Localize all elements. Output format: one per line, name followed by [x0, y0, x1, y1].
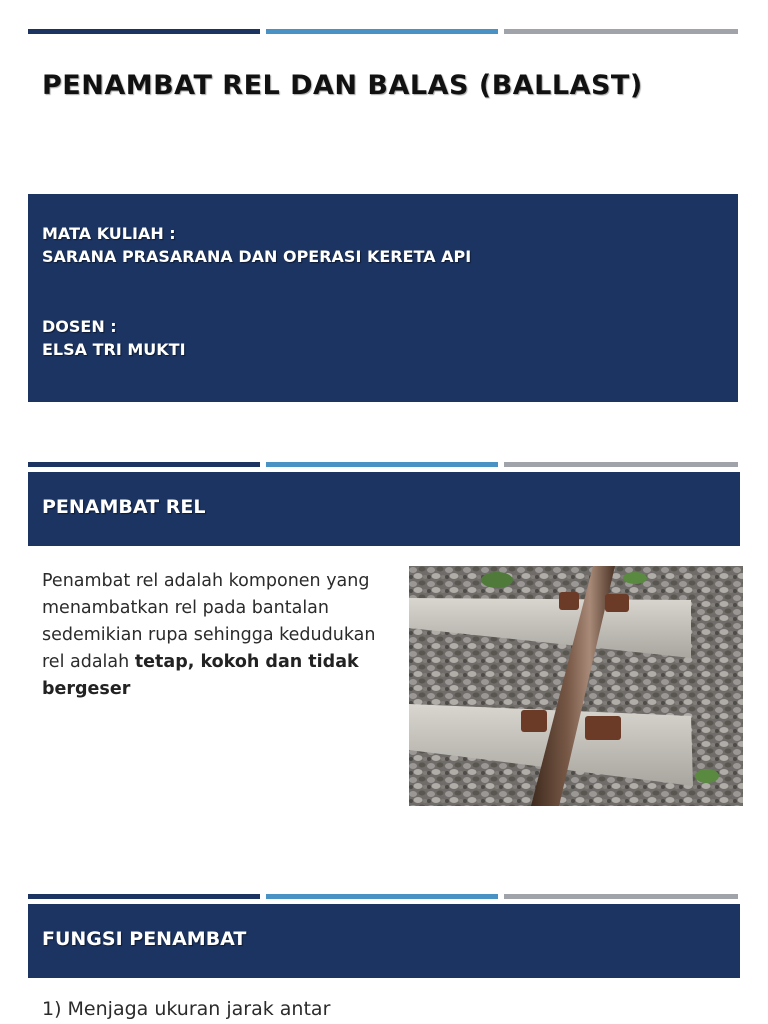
bar-blue	[266, 29, 498, 34]
definition-emphasis: tetap, kokoh dan tidak bergeser	[42, 652, 359, 699]
course-name: SARANA PRASARANA DAN OPERASI KERETA API	[42, 247, 472, 266]
slide2-top-bars	[28, 462, 740, 467]
rail-fastener-photo	[409, 566, 743, 806]
bar-blue	[266, 462, 498, 467]
course-info-box	[28, 194, 738, 402]
grass-patch	[481, 572, 513, 588]
definition-paragraph	[42, 568, 382, 703]
bar-navy	[28, 462, 260, 467]
definition-lead: Penambat rel adalah komponen yang menambatkan rel pada bantalan sedemikian rupa sehingga kedudukan rel adalah	[42, 571, 376, 672]
lecturer-name: ELSA TRI MUKTI	[42, 340, 186, 359]
slide1-top-bars	[28, 29, 740, 34]
slide-title: PENAMBAT REL DAN BALAS (BALLAST)	[42, 70, 643, 101]
rail-photo-illustration	[409, 566, 743, 806]
grass-patch	[695, 769, 719, 783]
section-header-fungsi-penambat	[28, 904, 740, 978]
lecturer-label: DOSEN :	[42, 317, 117, 336]
bar-gray	[504, 29, 738, 34]
function-list-item-1: 1) Menjaga ukuran jarak antar	[42, 998, 331, 1020]
fastener-clip	[605, 594, 629, 612]
bar-gray	[504, 894, 738, 899]
bar-blue	[266, 894, 498, 899]
slide3-top-bars	[28, 894, 740, 899]
course-label: MATA KULIAH :	[42, 224, 176, 243]
bar-navy	[28, 29, 260, 34]
section-title: PENAMBAT REL	[42, 496, 206, 518]
section-header-penambat-rel	[28, 472, 740, 546]
bar-navy	[28, 894, 260, 899]
fastener-clip	[585, 716, 621, 740]
section-title: FUNGSI PENAMBAT	[42, 928, 247, 950]
fastener-clip	[521, 710, 547, 732]
fastener-clip	[559, 592, 579, 610]
bar-gray	[504, 462, 738, 467]
grass-patch	[623, 572, 647, 584]
